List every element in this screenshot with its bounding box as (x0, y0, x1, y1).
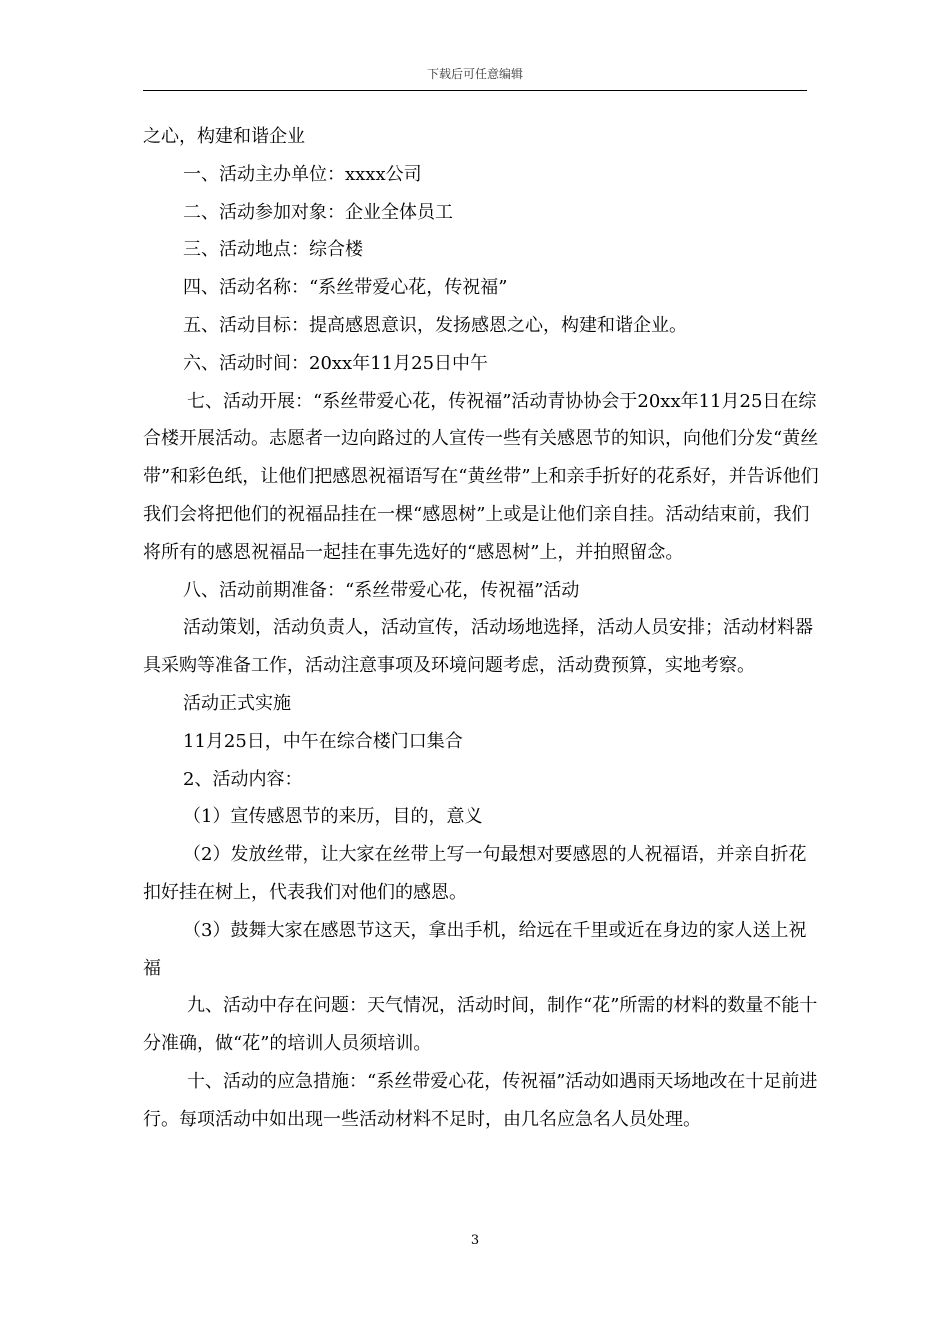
page-number: 3 (470, 1233, 480, 1248)
page-header: 下载后可任意编辑 (426, 67, 523, 81)
paragraph-organizer: 一、活动主办单位：xxxx公司 (183, 163, 422, 185)
paragraph-content-item-3: （3）鼓舞大家在感恩节这天，拿出手机，给远在千里或近在身边的家人送上祝福 (143, 919, 807, 979)
paragraph-content-item-2: （2）发放丝带，让大家在丝带上写一句最想对要感恩的人祝福语，并亲自折花扣好挂在树上，代表我们对他们的感恩。 (143, 844, 807, 903)
paragraph-content-heading: 2、活动内容： (183, 768, 303, 790)
paragraph-preparation-details: 活动策划，活动负责人，活动宣传，活动场地选择，活动人员安排；活动材料器具采购等准备工作，活动注意事项及环境问题考虑，活动费预算，实地考察。 (143, 617, 813, 677)
paragraph-participants: 二、活动参加对象：企业全体员工 (183, 201, 453, 223)
paragraph-execution: 七、活动开展：“系丝带爱心花，传祝福”活动青协协会于20xx年11月25日在综合楼开展活动。志愿者一边向路过的人宣传一些有关感恩节的知识，向他们分发“黄丝带”和彩色纸，让他们把感恩祝福语写在“黄丝带”上和亲手折好的花系好，并告诉他们我们会将把他们的祝福品挂在一棵“感恩树”上或是让他们亲自挂。活动结束前，我们将所有的感恩祝福品一起挂在事先选好的“感恩树”上，并拍照留念。 (143, 390, 819, 563)
paragraph-preparation: 八、活动前期准备：“系丝带爱心花，传祝福”活动 (183, 579, 580, 601)
header-divider (143, 90, 807, 91)
paragraph-implementation: 活动正式实施 (183, 692, 291, 714)
paragraph-content-item-1: （1）宣传感恩节的来历，目的，意义 (183, 806, 483, 828)
paragraph-problems: 九、活动中存在问题：天气情况，活动时间，制作“花”所需的材料的数量不能十分准确，做“花”的培训人员须培训。 (143, 995, 818, 1055)
paragraph-activity-name: 四、活动名称：“系丝带爱心花，传祝福” (183, 277, 508, 299)
paragraph-emergency: 十、活动的应急措施：“系丝带爱心花，传祝福”活动如遇雨天场地改在十足前进行。每项活动中如出现一些活动材料不足时，由几名应急名人员处理。 (143, 1070, 818, 1130)
paragraph-time: 六、活动时间：20xx年11月25日中午 (183, 352, 489, 374)
paragraph-goal: 五、活动目标：提高感恩意识，发扬感恩之心，构建和谐企业。 (183, 314, 687, 336)
document-body (143, 118, 823, 1139)
paragraph-gathering: 11月25日，中午在综合楼门口集合 (183, 730, 463, 752)
paragraph-continuation: 之心，构建和谐企业 (143, 126, 305, 147)
paragraph-location: 三、活动地点：综合楼 (183, 239, 363, 261)
